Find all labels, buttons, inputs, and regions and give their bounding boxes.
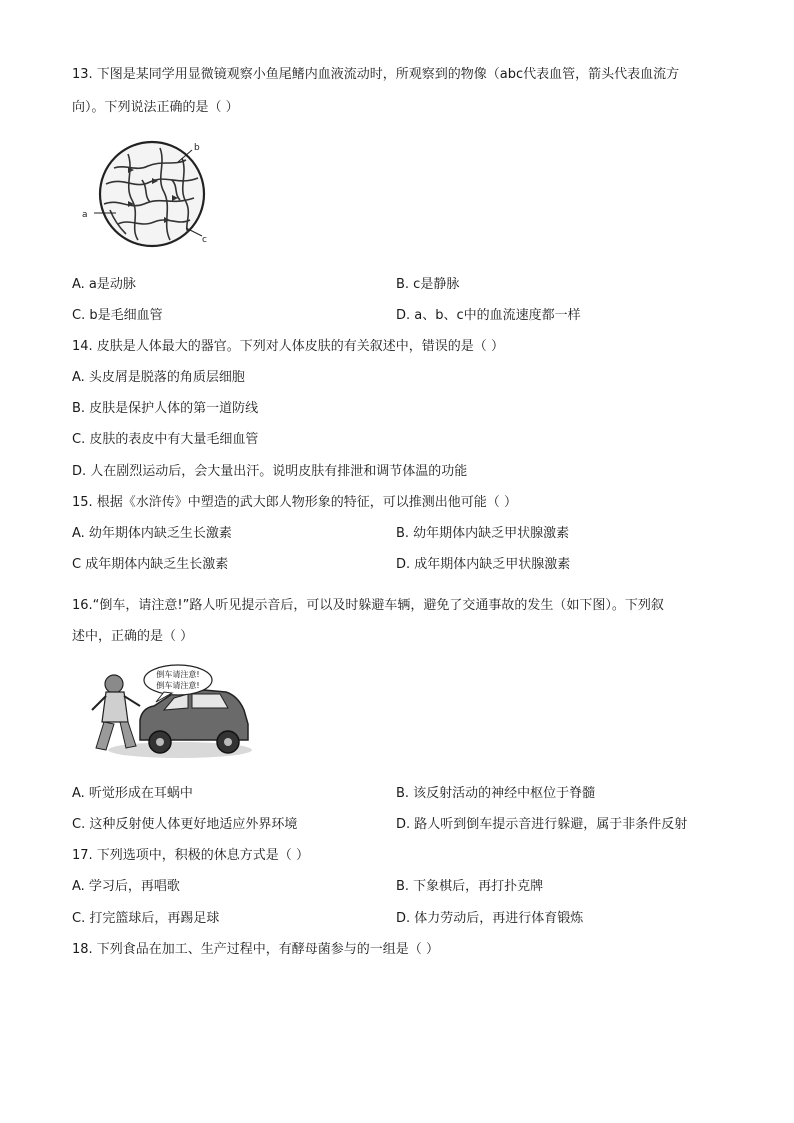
q17-option-a: A. 学习后，再唱歌 — [72, 879, 180, 894]
bubble-text-line-1: 倒车请注意! — [156, 670, 200, 679]
q14-option-d: D. 人在剧烈运动后，会大量出汗。说明皮肤有排泄和调节体温的功能 — [72, 464, 468, 479]
microscope-field-circle — [100, 142, 204, 246]
q14-option-c: C. 皮肤的表皮中有大量毛细血管 — [72, 432, 259, 447]
label-b: b — [194, 143, 200, 153]
q18-stem: 18. 下列食品在加工、生产过程中，有酵母菌参与的一组是（ ） — [72, 942, 439, 957]
q15-option-d: D. 成年期体内缺乏甲状腺激素 — [396, 557, 571, 572]
q13-stem-line-2: 向）。下列说法正确的是（ ） — [72, 100, 239, 115]
q14-option-a: A. 头皮屑是脱落的角质层细胞 — [72, 370, 245, 385]
q16-stem-line-2: 述中，正确的是（ ） — [72, 629, 194, 644]
q16-stem-line-1: 16.“倒车，请注意!”路人听见提示音后，可以及时躲避车辆，避免了交通事故的发生（如下图）。下列叙 — [72, 598, 664, 613]
q14-option-b: B. 皮肤是保护人体的第一道防线 — [72, 401, 259, 416]
q17-option-c: C. 打完篮球后，再踢足球 — [72, 911, 220, 926]
pedestrian — [92, 675, 140, 750]
q13-stem-line-1: 13. 下图是某同学用显微镜观察小鱼尾鳍内血液流动时，所观察到的物像（abc代表血管，箭头代表血流方 — [72, 67, 680, 82]
q15-option-a: A. 幼年期体内缺乏生长激素 — [72, 526, 232, 541]
q13-option-b: B. c是静脉 — [396, 277, 460, 292]
q16-option-d: D. 路人听到倒车提示音进行躲避，属于非条件反射 — [396, 817, 688, 832]
q17-stem: 17. 下列选项中，积极的休息方式是（ ） — [72, 848, 309, 863]
q13-option-a: A. a是动脉 — [72, 277, 136, 292]
q14-stem: 14. 皮肤是人体最大的器官。下列对人体皮肤的有关叙述中，错误的是（ ） — [72, 339, 504, 354]
reversing-car-figure — [80, 662, 255, 762]
label-a: a — [82, 210, 88, 220]
fish-tail-blood-vessel-figure — [74, 140, 214, 250]
q17-option-b: B. 下象棋后，再打扑克牌 — [396, 879, 544, 894]
q17-option-d: D. 体力劳动后，再进行体育锻炼 — [396, 911, 584, 926]
q16-option-a: A. 听觉形成在耳蜗中 — [72, 786, 193, 801]
q15-option-c: C 成年期体内缺乏生长激素 — [72, 557, 229, 572]
q13-option-c: C. b是毛细血管 — [72, 308, 163, 323]
bubble-text-line-2: 倒车请注意! — [156, 681, 200, 690]
label-c: c — [202, 235, 207, 245]
q16-option-b: B. 该反射活动的神经中枢位于脊髓 — [396, 786, 596, 801]
q15-stem: 15. 根据《水浒传》中塑造的武大郎人物形象的特征，可以推测出他可能（ ） — [72, 495, 517, 510]
q16-option-c: C. 这种反射使人体更好地适应外界环境 — [72, 817, 298, 832]
q13-option-d: D. a、b、c中的血流速度都一样 — [396, 308, 581, 323]
q15-option-b: B. 幼年期体内缺乏甲状腺激素 — [396, 526, 570, 541]
